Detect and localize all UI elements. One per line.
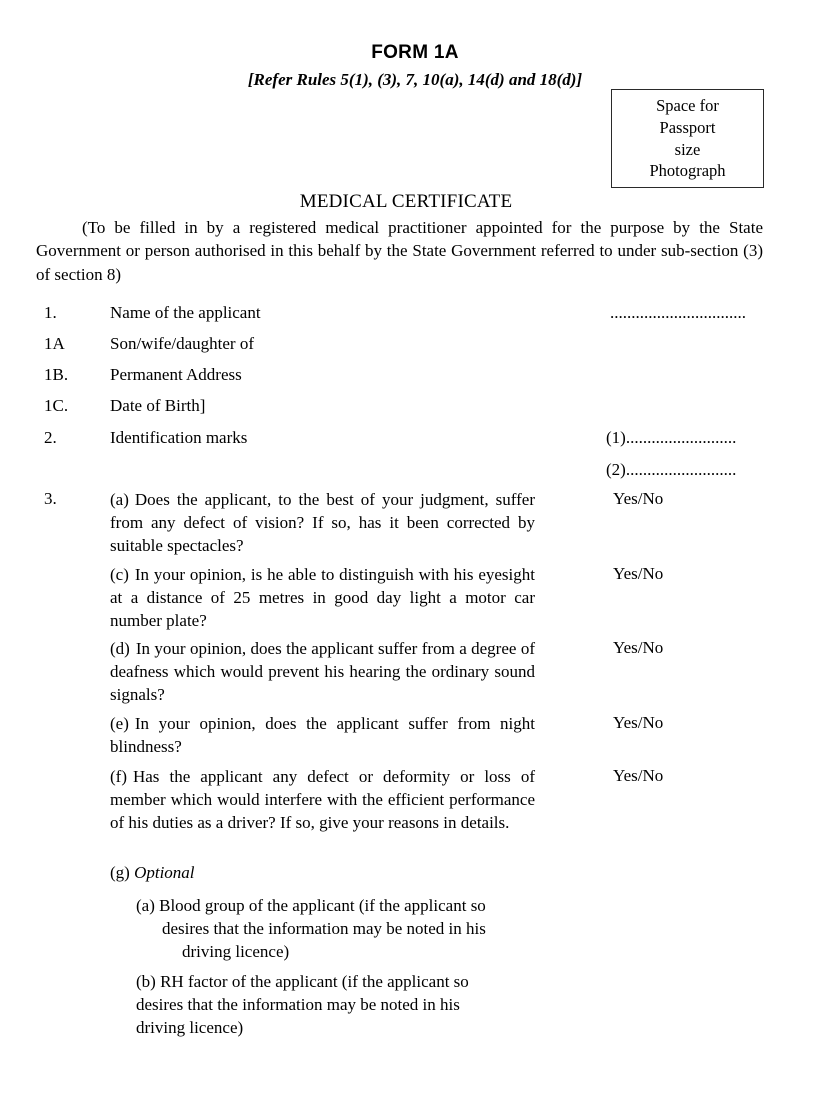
item-label: Permanent Address [110,365,242,384]
answer-yes-no[interactable]: Yes/No [613,638,664,657]
question-block-e [110,713,535,759]
item-number: 1B. [44,365,69,384]
item-answer-line-2[interactable]: (2).......................... [606,460,737,479]
subitem-line-1: (a) Blood group of the applicant (if the applicant so [136,896,486,915]
question-tag: (a) [110,490,129,509]
item-label: Identification marks [110,428,248,447]
optional-section-heading [110,863,195,883]
photo-box-line-1: Space for [656,95,719,115]
question-tag: (f) [110,767,127,786]
question-text: Has the applicant any defect or deformity or loss of member which would interfere with the efficient performance of his duties as a driver? If so, give your reasons in details. [110,767,535,832]
refer-rules-subtitle: [Refer Rules 5(1), (3), 7, 10(a), 14(d) and 18(d)] [247,70,583,89]
optional-tag: (g) [110,863,130,882]
item-number: 1C. [44,396,69,415]
item-answer-line-1[interactable]: (1).......................... [606,428,737,447]
answer-yes-no[interactable]: Yes/No [613,713,664,732]
certificate-heading: MEDICAL CERTIFICATE [299,191,513,212]
item-number: 3. [44,489,57,508]
answer-yes-no[interactable]: Yes/No [613,489,664,508]
certificate-intro-paragraph: (To be filled in by a registered medical practitioner appointed for the purpose by the State Government or person authorised in this behalf by the State Government referred to under sub-section (3) of section 8) [36,218,763,284]
question-tag: (e) [110,714,129,733]
photo-box-line-3: size [674,139,701,159]
question-block-d [110,638,535,707]
question-text: In your opinion, does the applicant suffer from a degree of deafness which would prevent his hearing the ordinary sound signals? [110,639,535,704]
question-block-a [110,489,535,558]
question-text: In your opinion, does the applicant suffer from night blindness? [110,714,535,756]
photo-box-line-2: Passport [659,117,716,137]
page-title: FORM 1A [371,42,459,63]
question-tag: (d) [110,639,130,658]
subitem-line-3: driving licence) [182,941,290,961]
optional-subitem-a [136,895,536,964]
question-block-c [110,564,535,633]
item-label: Son/wife/daughter of [110,334,254,353]
answer-yes-no[interactable]: Yes/No [613,766,664,785]
question-text: In your opinion, is he able to distinguish with his eyesight at a distance of 25 metres in good day light a motor car number plate? [110,565,535,630]
question-block-f [110,766,535,835]
answer-yes-no[interactable]: Yes/No [613,564,664,583]
question-tag: (c) [110,565,129,584]
optional-label: Optional [134,863,195,882]
item-answer-line[interactable]: ................................ [610,303,746,322]
photo-box-line-4: Photograph [649,161,726,181]
optional-subitem-b [136,971,536,1040]
item-number: 2. [44,428,57,447]
item-label: Date of Birth] [110,396,206,415]
subitem-line-2: desires that the information may be noted in his [162,918,486,938]
subitem-line-2: desires that the information may be noted in his [136,994,460,1014]
subitem-line-3: driving licence) [136,1017,244,1037]
item-number: 1A [44,334,65,353]
subitem-line-1: (b) RH factor of the applicant (if the applicant so [136,972,469,991]
passport-photo-placeholder-box [611,89,764,188]
question-text: Does the applicant, to the best of your judgment, suffer from any defect of vision? If so, has it been corrected by suitable spectacles? [110,490,535,555]
item-label: Name of the applicant [110,303,261,322]
item-number: 1. [44,303,57,322]
